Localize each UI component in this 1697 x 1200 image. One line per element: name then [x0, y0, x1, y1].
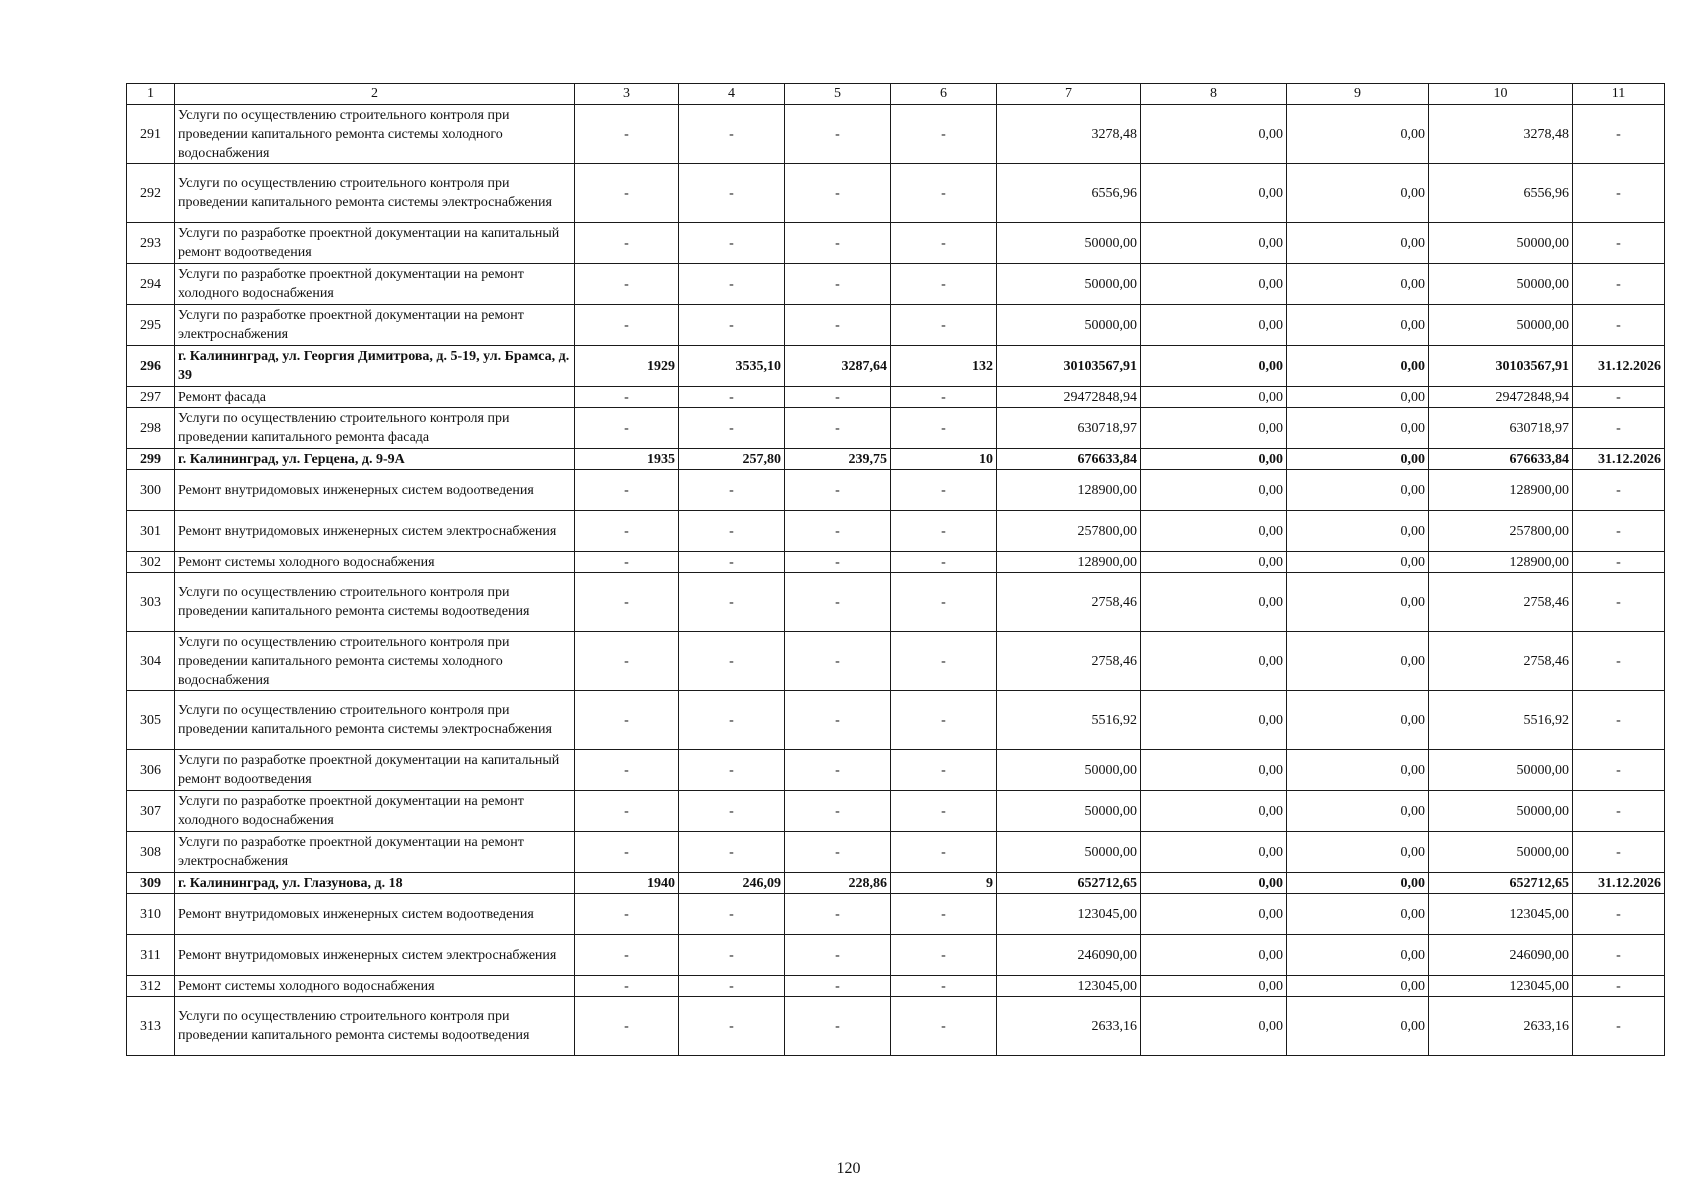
total-cost-cell: 123045,00 — [997, 894, 1141, 935]
total-cost-cell: 50000,00 — [997, 750, 1141, 791]
living-area-cell: - — [785, 997, 891, 1056]
residents-cell: - — [891, 470, 997, 511]
fund-b-cell: 0,00 — [1287, 791, 1429, 832]
description-cell: Ремонт системы холодного водоснабжения — [175, 976, 575, 997]
fund-b-cell: 0,00 — [1287, 750, 1429, 791]
area-cell: - — [679, 791, 785, 832]
living-area-cell: - — [785, 105, 891, 164]
year-cell: - — [575, 105, 679, 164]
area-cell: - — [679, 387, 785, 408]
year-cell: 1940 — [575, 873, 679, 894]
deadline-cell: - — [1573, 832, 1665, 873]
deadline-cell: - — [1573, 976, 1665, 997]
residents-cell: - — [891, 573, 997, 632]
deadline-cell: - — [1573, 164, 1665, 223]
table-row — [127, 223, 1665, 264]
year-cell: - — [575, 791, 679, 832]
total-cost-cell: 50000,00 — [997, 832, 1141, 873]
description-cell: Услуги по разработке проектной документации на капитальный ремонт водоотведения — [175, 223, 575, 264]
deadline-cell: - — [1573, 997, 1665, 1056]
row-number-cell: 291 — [127, 105, 175, 164]
owners-fund-cell: 3278,48 — [1429, 105, 1573, 164]
deadline-cell: - — [1573, 632, 1665, 691]
fund-a-cell: 0,00 — [1141, 976, 1287, 997]
total-cost-cell: 128900,00 — [997, 470, 1141, 511]
owners-fund-cell: 257800,00 — [1429, 511, 1573, 552]
row-number-cell: 296 — [127, 346, 175, 387]
total-cost-cell: 2633,16 — [997, 997, 1141, 1056]
area-cell: - — [679, 573, 785, 632]
owners-fund-cell: 128900,00 — [1429, 470, 1573, 511]
residents-cell: - — [891, 832, 997, 873]
description-cell: Ремонт фасада — [175, 387, 575, 408]
table-row — [127, 164, 1665, 223]
fund-b-cell: 0,00 — [1287, 997, 1429, 1056]
description-cell: Услуги по осуществлению строительного контроля при проведении капитального ремонта системы холодного водоснабжения — [175, 105, 575, 164]
fund-a-cell: 0,00 — [1141, 105, 1287, 164]
fund-a-cell: 0,00 — [1141, 470, 1287, 511]
deadline-cell: - — [1573, 894, 1665, 935]
table-row — [127, 976, 1665, 997]
description-cell: г. Калининград, ул. Глазунова, д. 18 — [175, 873, 575, 894]
table-row — [127, 573, 1665, 632]
description-cell: Услуги по разработке проектной документации на ремонт электроснабжения — [175, 305, 575, 346]
fund-a-cell: 0,00 — [1141, 449, 1287, 470]
fund-b-cell: 0,00 — [1287, 387, 1429, 408]
living-area-cell: - — [785, 791, 891, 832]
total-cost-cell: 2758,46 — [997, 573, 1141, 632]
table-row — [127, 894, 1665, 935]
row-number-cell: 304 — [127, 632, 175, 691]
column-number: 10 — [1429, 84, 1573, 105]
description-cell: г. Калининград, ул. Георгия Димитрова, д. 5-19, ул. Брамса, д. 39 — [175, 346, 575, 387]
total-cost-cell: 29472848,94 — [997, 387, 1141, 408]
living-area-cell: - — [785, 632, 891, 691]
owners-fund-cell: 50000,00 — [1429, 750, 1573, 791]
area-cell: - — [679, 894, 785, 935]
fund-b-cell: 0,00 — [1287, 935, 1429, 976]
column-number: 1 — [127, 84, 175, 105]
living-area-cell: 3287,64 — [785, 346, 891, 387]
owners-fund-cell: 246090,00 — [1429, 935, 1573, 976]
deadline-cell: - — [1573, 691, 1665, 750]
year-cell: - — [575, 552, 679, 573]
table-row — [127, 387, 1665, 408]
residents-cell: - — [891, 408, 997, 449]
deadline-cell: - — [1573, 573, 1665, 632]
residents-cell: - — [891, 105, 997, 164]
living-area-cell: - — [785, 691, 891, 750]
description-cell: Услуги по разработке проектной документации на капитальный ремонт водоотведения — [175, 750, 575, 791]
deadline-cell: - — [1573, 408, 1665, 449]
deadline-cell: - — [1573, 387, 1665, 408]
residents-cell: - — [891, 164, 997, 223]
owners-fund-cell: 123045,00 — [1429, 976, 1573, 997]
row-number-cell: 310 — [127, 894, 175, 935]
living-area-cell: - — [785, 305, 891, 346]
residents-cell: - — [891, 894, 997, 935]
residents-cell: - — [891, 552, 997, 573]
living-area-cell: - — [785, 223, 891, 264]
row-number-cell: 292 — [127, 164, 175, 223]
area-cell: - — [679, 470, 785, 511]
row-number-cell: 311 — [127, 935, 175, 976]
row-number-cell: 297 — [127, 387, 175, 408]
row-number-cell: 298 — [127, 408, 175, 449]
total-cost-cell: 3278,48 — [997, 105, 1141, 164]
description-cell: г. Калининград, ул. Герцена, д. 9-9А — [175, 449, 575, 470]
total-cost-cell: 2758,46 — [997, 632, 1141, 691]
table-row — [127, 691, 1665, 750]
residents-cell: - — [891, 387, 997, 408]
area-cell: - — [679, 935, 785, 976]
total-cost-cell: 30103567,91 — [997, 346, 1141, 387]
area-cell: - — [679, 164, 785, 223]
document-sheet — [126, 83, 1664, 1056]
table-row — [127, 511, 1665, 552]
table-body — [127, 84, 1665, 1056]
total-cost-cell: 630718,97 — [997, 408, 1141, 449]
deadline-cell: - — [1573, 470, 1665, 511]
deadline-cell: - — [1573, 105, 1665, 164]
area-cell: - — [679, 552, 785, 573]
fund-b-cell: 0,00 — [1287, 164, 1429, 223]
table-row — [127, 264, 1665, 305]
fund-a-cell: 0,00 — [1141, 264, 1287, 305]
table-row — [127, 935, 1665, 976]
description-cell: Ремонт внутридомовых инженерных систем электроснабжения — [175, 511, 575, 552]
fund-a-cell: 0,00 — [1141, 791, 1287, 832]
residents-cell: - — [891, 750, 997, 791]
living-area-cell: - — [785, 164, 891, 223]
deadline-cell: - — [1573, 750, 1665, 791]
living-area-cell: - — [785, 470, 891, 511]
row-number-cell: 299 — [127, 449, 175, 470]
fund-b-cell: 0,00 — [1287, 832, 1429, 873]
living-area-cell: - — [785, 387, 891, 408]
living-area-cell: - — [785, 832, 891, 873]
owners-fund-cell: 6556,96 — [1429, 164, 1573, 223]
table-row — [127, 552, 1665, 573]
table-row — [127, 997, 1665, 1056]
fund-a-cell: 0,00 — [1141, 387, 1287, 408]
fund-b-cell: 0,00 — [1287, 511, 1429, 552]
table-row — [127, 832, 1665, 873]
fund-b-cell: 0,00 — [1287, 470, 1429, 511]
fund-a-cell: 0,00 — [1141, 750, 1287, 791]
living-area-cell: - — [785, 264, 891, 305]
residents-cell: 132 — [891, 346, 997, 387]
column-number: 9 — [1287, 84, 1429, 105]
owners-fund-cell: 128900,00 — [1429, 552, 1573, 573]
total-cost-cell: 652712,65 — [997, 873, 1141, 894]
fund-b-cell: 0,00 — [1287, 449, 1429, 470]
total-cost-cell: 5516,92 — [997, 691, 1141, 750]
description-cell: Услуги по осуществлению строительного контроля при проведении капитального ремонта фасада — [175, 408, 575, 449]
area-cell: - — [679, 997, 785, 1056]
year-cell: - — [575, 573, 679, 632]
year-cell: 1929 — [575, 346, 679, 387]
total-cost-cell: 50000,00 — [997, 791, 1141, 832]
residents-cell: - — [891, 791, 997, 832]
fund-a-cell: 0,00 — [1141, 408, 1287, 449]
owners-fund-cell: 2633,16 — [1429, 997, 1573, 1056]
living-area-cell: - — [785, 552, 891, 573]
residents-cell: 9 — [891, 873, 997, 894]
column-number-row — [127, 84, 1665, 105]
address-row — [127, 873, 1665, 894]
fund-a-cell: 0,00 — [1141, 164, 1287, 223]
fund-b-cell: 0,00 — [1287, 632, 1429, 691]
column-number: 2 — [175, 84, 575, 105]
residents-cell: - — [891, 976, 997, 997]
column-number: 8 — [1141, 84, 1287, 105]
fund-b-cell: 0,00 — [1287, 264, 1429, 305]
year-cell: - — [575, 935, 679, 976]
owners-fund-cell: 50000,00 — [1429, 305, 1573, 346]
area-cell: - — [679, 832, 785, 873]
year-cell: - — [575, 997, 679, 1056]
year-cell: - — [575, 750, 679, 791]
fund-b-cell: 0,00 — [1287, 573, 1429, 632]
row-number-cell: 313 — [127, 997, 175, 1056]
year-cell: - — [575, 632, 679, 691]
year-cell: - — [575, 387, 679, 408]
area-cell: - — [679, 750, 785, 791]
fund-b-cell: 0,00 — [1287, 873, 1429, 894]
row-number-cell: 312 — [127, 976, 175, 997]
fund-a-cell: 0,00 — [1141, 632, 1287, 691]
owners-fund-cell: 2758,46 — [1429, 573, 1573, 632]
row-number-cell: 300 — [127, 470, 175, 511]
year-cell: - — [575, 164, 679, 223]
year-cell: - — [575, 470, 679, 511]
owners-fund-cell: 630718,97 — [1429, 408, 1573, 449]
fund-b-cell: 0,00 — [1287, 105, 1429, 164]
owners-fund-cell: 2758,46 — [1429, 632, 1573, 691]
owners-fund-cell: 676633,84 — [1429, 449, 1573, 470]
total-cost-cell: 50000,00 — [997, 305, 1141, 346]
total-cost-cell: 246090,00 — [997, 935, 1141, 976]
description-cell: Услуги по разработке проектной документации на ремонт холодного водоснабжения — [175, 264, 575, 305]
area-cell: - — [679, 632, 785, 691]
deadline-cell: - — [1573, 511, 1665, 552]
row-number-cell: 306 — [127, 750, 175, 791]
area-cell: - — [679, 691, 785, 750]
deadline-cell: 31.12.2026 — [1573, 449, 1665, 470]
total-cost-cell: 257800,00 — [997, 511, 1141, 552]
area-cell: 3535,10 — [679, 346, 785, 387]
row-number-cell: 307 — [127, 791, 175, 832]
residents-cell: - — [891, 632, 997, 691]
description-cell: Ремонт внутридомовых инженерных систем водоотведения — [175, 470, 575, 511]
year-cell: - — [575, 894, 679, 935]
living-area-cell: 239,75 — [785, 449, 891, 470]
table-row — [127, 105, 1665, 164]
year-cell: - — [575, 408, 679, 449]
fund-a-cell: 0,00 — [1141, 997, 1287, 1056]
table-row — [127, 750, 1665, 791]
row-number-cell: 293 — [127, 223, 175, 264]
row-number-cell: 305 — [127, 691, 175, 750]
works-table — [126, 83, 1665, 1056]
fund-a-cell: 0,00 — [1141, 832, 1287, 873]
owners-fund-cell: 50000,00 — [1429, 264, 1573, 305]
owners-fund-cell: 123045,00 — [1429, 894, 1573, 935]
total-cost-cell: 128900,00 — [997, 552, 1141, 573]
residents-cell: - — [891, 997, 997, 1056]
description-cell: Ремонт внутридомовых инженерных систем электроснабжения — [175, 935, 575, 976]
residents-cell: - — [891, 511, 997, 552]
year-cell: - — [575, 832, 679, 873]
total-cost-cell: 676633,84 — [997, 449, 1141, 470]
owners-fund-cell: 50000,00 — [1429, 791, 1573, 832]
fund-a-cell: 0,00 — [1141, 305, 1287, 346]
residents-cell: - — [891, 264, 997, 305]
fund-a-cell: 0,00 — [1141, 935, 1287, 976]
fund-b-cell: 0,00 — [1287, 223, 1429, 264]
page-number: 120 — [836, 1160, 861, 1177]
area-cell: - — [679, 105, 785, 164]
column-number: 3 — [575, 84, 679, 105]
residents-cell: - — [891, 691, 997, 750]
table-row — [127, 470, 1665, 511]
area-cell: - — [679, 223, 785, 264]
column-number: 11 — [1573, 84, 1665, 105]
owners-fund-cell: 50000,00 — [1429, 832, 1573, 873]
address-row — [127, 449, 1665, 470]
residents-cell: - — [891, 223, 997, 264]
owners-fund-cell: 50000,00 — [1429, 223, 1573, 264]
fund-a-cell: 0,00 — [1141, 873, 1287, 894]
year-cell: - — [575, 223, 679, 264]
row-number-cell: 309 — [127, 873, 175, 894]
area-cell: 257,80 — [679, 449, 785, 470]
year-cell: - — [575, 511, 679, 552]
area-cell: - — [679, 305, 785, 346]
area-cell: - — [679, 511, 785, 552]
year-cell: - — [575, 691, 679, 750]
living-area-cell: - — [785, 935, 891, 976]
description-cell: Услуги по осуществлению строительного контроля при проведении капитального ремонта системы электроснабжения — [175, 164, 575, 223]
row-number-cell: 301 — [127, 511, 175, 552]
living-area-cell: 228,86 — [785, 873, 891, 894]
area-cell: - — [679, 976, 785, 997]
living-area-cell: - — [785, 408, 891, 449]
fund-b-cell: 0,00 — [1287, 691, 1429, 750]
year-cell: - — [575, 305, 679, 346]
fund-b-cell: 0,00 — [1287, 346, 1429, 387]
owners-fund-cell: 652712,65 — [1429, 873, 1573, 894]
owners-fund-cell: 5516,92 — [1429, 691, 1573, 750]
residents-cell: - — [891, 935, 997, 976]
owners-fund-cell: 29472848,94 — [1429, 387, 1573, 408]
column-number: 6 — [891, 84, 997, 105]
deadline-cell: - — [1573, 935, 1665, 976]
fund-b-cell: 0,00 — [1287, 976, 1429, 997]
fund-a-cell: 0,00 — [1141, 346, 1287, 387]
row-number-cell: 308 — [127, 832, 175, 873]
residents-cell: 10 — [891, 449, 997, 470]
fund-a-cell: 0,00 — [1141, 573, 1287, 632]
fund-a-cell: 0,00 — [1141, 552, 1287, 573]
address-row — [127, 346, 1665, 387]
deadline-cell: - — [1573, 264, 1665, 305]
year-cell: 1935 — [575, 449, 679, 470]
year-cell: - — [575, 264, 679, 305]
living-area-cell: - — [785, 894, 891, 935]
fund-a-cell: 0,00 — [1141, 223, 1287, 264]
deadline-cell: - — [1573, 552, 1665, 573]
description-cell: Услуги по разработке проектной документации на ремонт электроснабжения — [175, 832, 575, 873]
area-cell: - — [679, 264, 785, 305]
row-number-cell: 303 — [127, 573, 175, 632]
description-cell: Ремонт системы холодного водоснабжения — [175, 552, 575, 573]
living-area-cell: - — [785, 750, 891, 791]
total-cost-cell: 50000,00 — [997, 223, 1141, 264]
column-number: 5 — [785, 84, 891, 105]
deadline-cell: - — [1573, 791, 1665, 832]
residents-cell: - — [891, 305, 997, 346]
description-cell: Услуги по осуществлению строительного контроля при проведении капитального ремонта системы водоотведения — [175, 997, 575, 1056]
living-area-cell: - — [785, 511, 891, 552]
living-area-cell: - — [785, 573, 891, 632]
column-number: 4 — [679, 84, 785, 105]
deadline-cell: - — [1573, 305, 1665, 346]
deadline-cell: 31.12.2026 — [1573, 346, 1665, 387]
description-cell: Услуги по осуществлению строительного контроля при проведении капитального ремонта системы водоотведения — [175, 573, 575, 632]
total-cost-cell: 123045,00 — [997, 976, 1141, 997]
fund-b-cell: 0,00 — [1287, 408, 1429, 449]
column-number: 7 — [997, 84, 1141, 105]
table-row — [127, 408, 1665, 449]
fund-a-cell: 0,00 — [1141, 511, 1287, 552]
description-cell: Услуги по разработке проектной документации на ремонт холодного водоснабжения — [175, 791, 575, 832]
description-cell: Услуги по осуществлению строительного контроля при проведении капитального ремонта системы электроснабжения — [175, 691, 575, 750]
owners-fund-cell: 30103567,91 — [1429, 346, 1573, 387]
total-cost-cell: 50000,00 — [997, 264, 1141, 305]
year-cell: - — [575, 976, 679, 997]
fund-b-cell: 0,00 — [1287, 305, 1429, 346]
area-cell: - — [679, 408, 785, 449]
table-row — [127, 305, 1665, 346]
description-cell: Ремонт внутридомовых инженерных систем водоотведения — [175, 894, 575, 935]
description-cell: Услуги по осуществлению строительного контроля при проведении капитального ремонта системы холодного водоснабжения — [175, 632, 575, 691]
table-row — [127, 791, 1665, 832]
fund-b-cell: 0,00 — [1287, 894, 1429, 935]
area-cell: 246,09 — [679, 873, 785, 894]
living-area-cell: - — [785, 976, 891, 997]
fund-a-cell: 0,00 — [1141, 894, 1287, 935]
row-number-cell: 295 — [127, 305, 175, 346]
deadline-cell: 31.12.2026 — [1573, 873, 1665, 894]
table-row — [127, 632, 1665, 691]
fund-b-cell: 0,00 — [1287, 552, 1429, 573]
row-number-cell: 302 — [127, 552, 175, 573]
fund-a-cell: 0,00 — [1141, 691, 1287, 750]
deadline-cell: - — [1573, 223, 1665, 264]
total-cost-cell: 6556,96 — [997, 164, 1141, 223]
row-number-cell: 294 — [127, 264, 175, 305]
